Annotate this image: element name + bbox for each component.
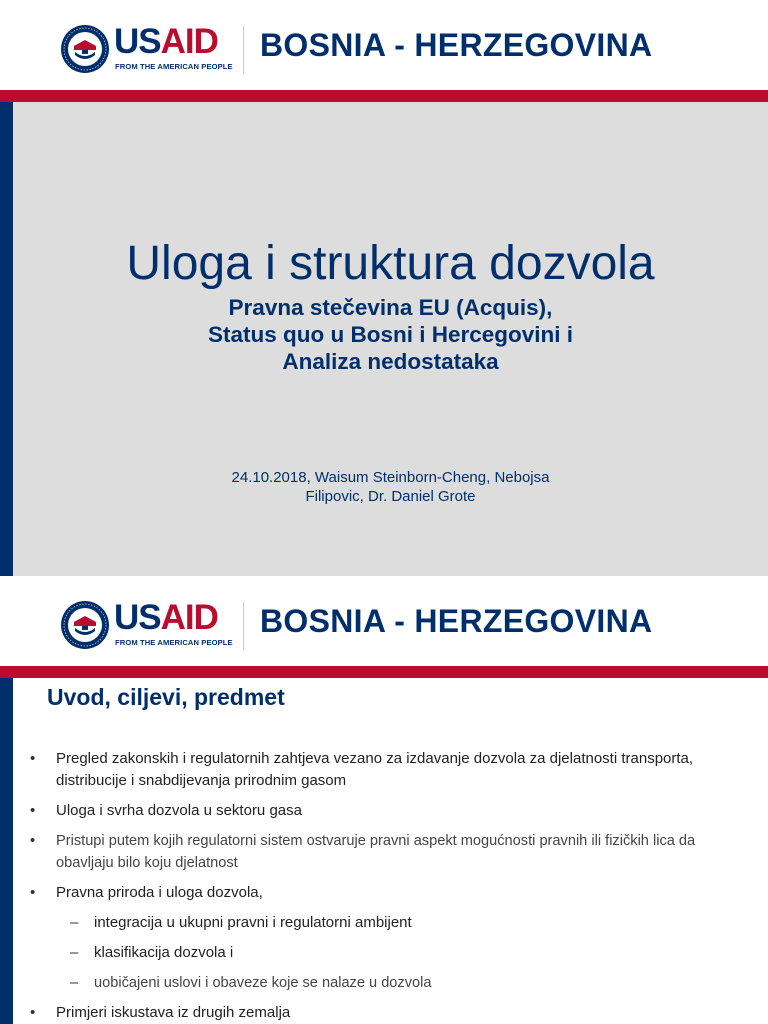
content-slide: [0, 576, 768, 1024]
usaid-seal-icon: [60, 24, 110, 74]
dash-marker: –: [70, 975, 79, 991]
usaid-logo-wordmark: [114, 600, 218, 635]
logo-us: US: [114, 598, 161, 637]
list-item: • Pregled zakonskih i regulatornih zahtjeva vezano za izdavanje dozvola za djelatnosti transporta, distribucije i snabdijevanja prirodnim gasom: [30, 748, 750, 792]
presentation-subtitle: [13, 294, 768, 375]
sub-item-text: uobičajeni uslovi i obaveze koje se nalaze u dozvola: [94, 975, 432, 991]
list-item: • Uloga i svrha dozvola u sektoru gasa: [30, 800, 750, 822]
country-name: BOSNIA - HERZEGOVINA: [260, 603, 653, 639]
slide-header: [0, 576, 768, 666]
sub-list-item: [30, 942, 750, 964]
logo-tagline: FROM THE AMERICAN PEOPLE: [115, 638, 233, 647]
logo-aid: AID: [160, 22, 218, 61]
usaid-seal-icon: [60, 600, 110, 650]
list-item: • Pristupi putem kojih regulatorni sistem ostvaruje pravni aspekt mogućnosti pravnih ili fizičkih lica da obavljaju bilo koju djelatnost: [30, 830, 750, 874]
subtitle-line: Pravna stečevina EU (Acquis),: [228, 295, 553, 320]
dash-marker: –: [70, 944, 79, 961]
date-authors: [13, 468, 768, 506]
header-divider: [243, 26, 244, 74]
logo-tagline: FROM THE AMERICAN PEOPLE: [115, 62, 233, 71]
usaid-logo-wordmark: [114, 24, 218, 59]
header-divider: [243, 602, 244, 650]
dash-marker: –: [70, 914, 79, 931]
red-accent-bar: [0, 90, 768, 102]
logo-aid: AID: [160, 598, 218, 637]
sub-item-text: integracija u ukupni pravni i regulatorni ambijent: [94, 914, 412, 931]
sub-list-item: [30, 972, 750, 994]
slide-header: [0, 0, 768, 90]
meta-line: 24.10.2018, Waisum Steinborn-Cheng, Nebojsa: [231, 469, 550, 486]
slide-title: Uvod, ciljevi, predmet: [47, 684, 285, 710]
list-item: • Primjeri iskustava iz drugih zemalja: [30, 1002, 750, 1024]
bullet-list: [30, 748, 750, 1024]
red-accent-bar: [0, 666, 768, 678]
country-name: BOSNIA - HERZEGOVINA: [260, 27, 653, 63]
subtitle-line: Analiza nedostataka: [282, 349, 499, 374]
subtitle-line: Status quo u Bosni i Hercegovini i: [207, 322, 574, 347]
sub-list-item: [30, 912, 750, 934]
left-accent-bar: [0, 678, 13, 1024]
meta-line: Filipovic, Dr. Daniel Grote: [305, 488, 476, 505]
logo-us: US: [114, 22, 161, 61]
presentation-title: Uloga i struktura dozvola: [126, 237, 655, 290]
list-item: • Pravna priroda i uloga dozvola,: [30, 882, 750, 904]
left-accent-bar: [0, 102, 13, 576]
sub-item-text: klasifikacija dozvola i: [94, 944, 234, 961]
